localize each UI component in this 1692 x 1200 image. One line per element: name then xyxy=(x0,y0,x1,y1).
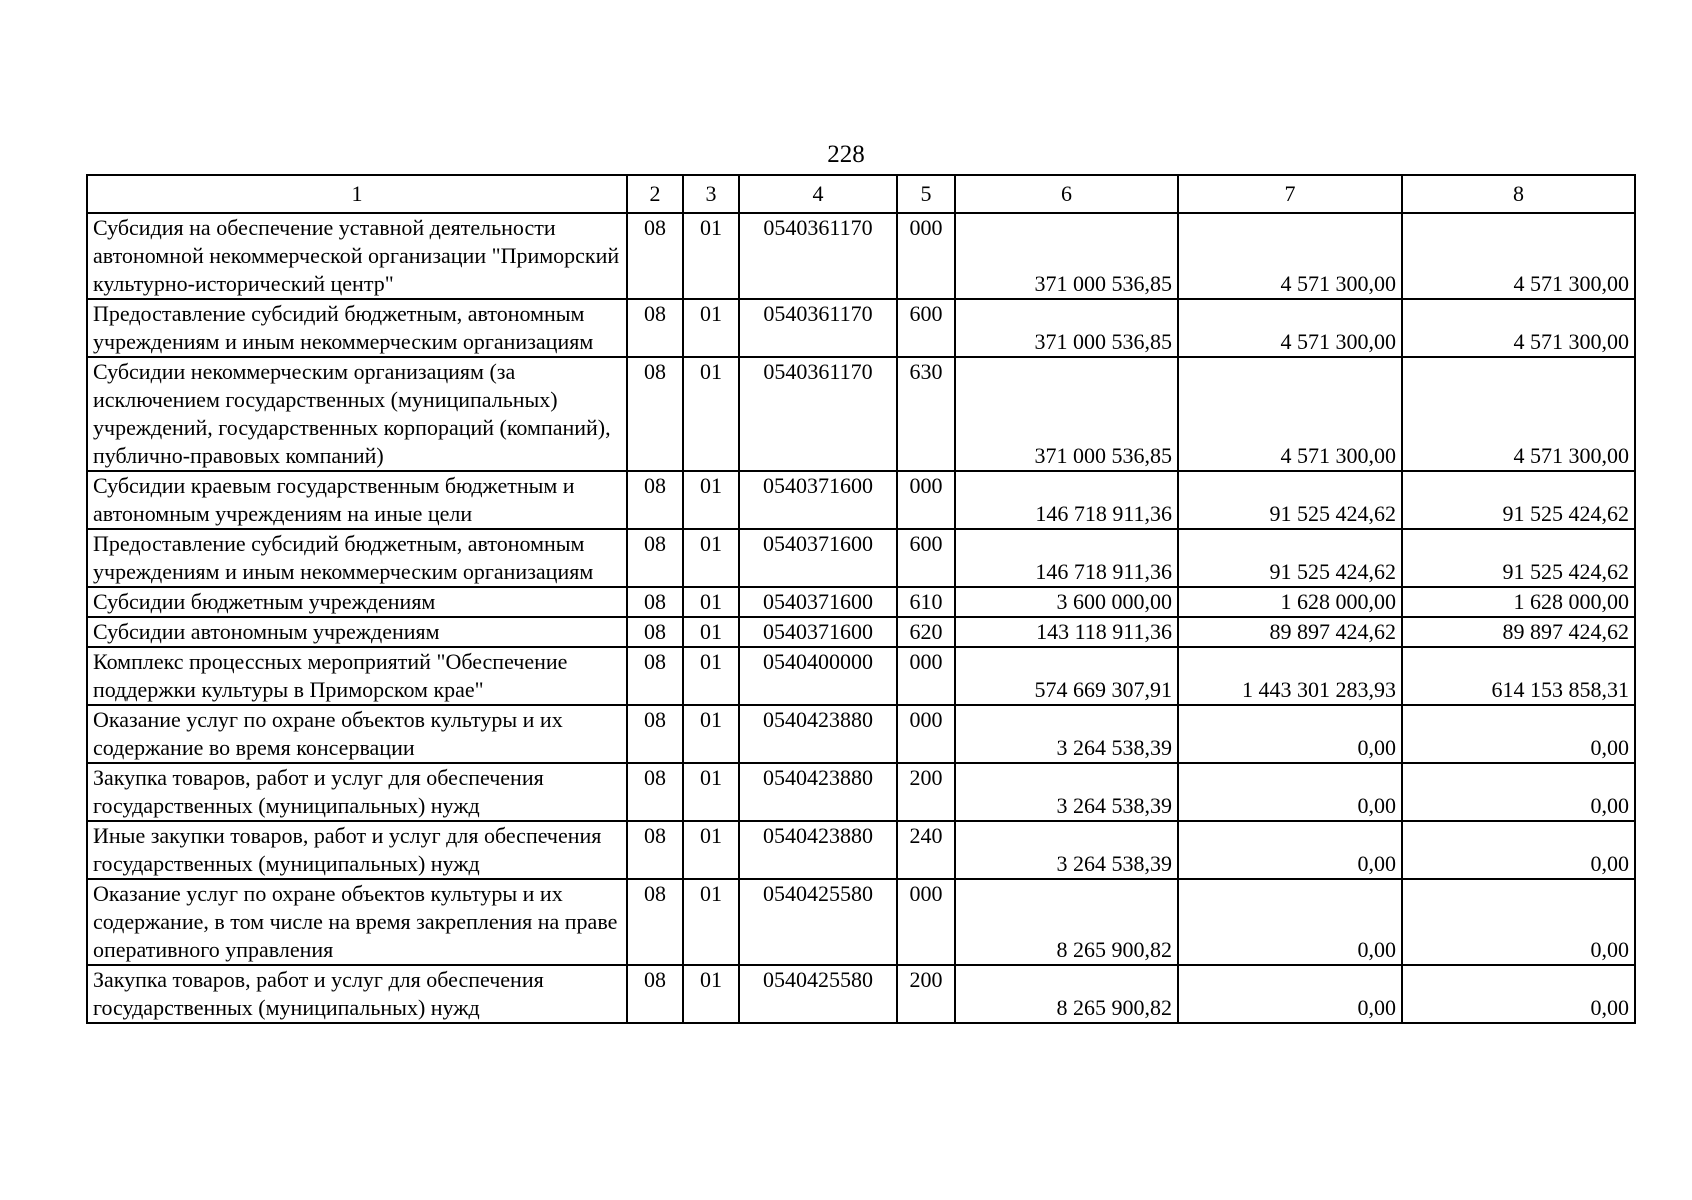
budget-table xyxy=(86,174,1636,1024)
section-code-cell: 08 xyxy=(627,965,683,1023)
amount-cell-col6: 574 669 307,91 xyxy=(955,647,1178,705)
amount-cell-col6: 3 264 538,39 xyxy=(955,705,1178,763)
expense-type-code-cell: 000 xyxy=(897,471,955,529)
table-row xyxy=(87,705,1635,763)
amount-cell-col7: 4 571 300,00 xyxy=(1178,357,1402,471)
subsection-code-cell: 01 xyxy=(683,471,739,529)
section-code-cell: 08 xyxy=(627,587,683,617)
expense-type-code-cell: 630 xyxy=(897,357,955,471)
target-item-code-cell: 0540371600 xyxy=(739,587,897,617)
target-item-code-cell: 0540425580 xyxy=(739,879,897,965)
column-header: 5 xyxy=(897,175,955,213)
subsection-code-cell: 01 xyxy=(683,965,739,1023)
row-name-cell: Предоставление субсидий бюджетным, автономным учреждениям и иным некоммерческим организациям xyxy=(87,299,627,357)
section-code-cell: 08 xyxy=(627,617,683,647)
amount-cell-col8: 0,00 xyxy=(1402,965,1635,1023)
subsection-code-cell: 01 xyxy=(683,617,739,647)
column-header: 3 xyxy=(683,175,739,213)
column-header: 7 xyxy=(1178,175,1402,213)
amount-cell-col8: 4 571 300,00 xyxy=(1402,357,1635,471)
table-row xyxy=(87,879,1635,965)
row-name-cell: Иные закупки товаров, работ и услуг для обеспечения государственных (муниципальных) нужд xyxy=(87,821,627,879)
column-header: 2 xyxy=(627,175,683,213)
amount-cell-col7: 91 525 424,62 xyxy=(1178,471,1402,529)
amount-cell-col6: 3 600 000,00 xyxy=(955,587,1178,617)
row-name-cell: Субсидии автономным учреждениям xyxy=(87,617,627,647)
row-name-cell: Субсидии некоммерческим организациям (за исключением государственных (муниципальных) учреждений, государственных корпораций (компаний), публично-правовых компаний) xyxy=(87,357,627,471)
amount-cell-col6: 8 265 900,82 xyxy=(955,879,1178,965)
amount-cell-col7: 89 897 424,62 xyxy=(1178,617,1402,647)
expense-type-code-cell: 200 xyxy=(897,763,955,821)
amount-cell-col7: 1 443 301 283,93 xyxy=(1178,647,1402,705)
amount-cell-col6: 371 000 536,85 xyxy=(955,299,1178,357)
table-row xyxy=(87,357,1635,471)
amount-cell-col8: 0,00 xyxy=(1402,705,1635,763)
table-row xyxy=(87,587,1635,617)
table-row xyxy=(87,965,1635,1023)
amount-cell-col7: 0,00 xyxy=(1178,821,1402,879)
expense-type-code-cell: 600 xyxy=(897,529,955,587)
subsection-code-cell: 01 xyxy=(683,213,739,299)
section-code-cell: 08 xyxy=(627,705,683,763)
table-row xyxy=(87,763,1635,821)
table-row xyxy=(87,821,1635,879)
target-item-code-cell: 0540361170 xyxy=(739,357,897,471)
amount-cell-col6: 371 000 536,85 xyxy=(955,213,1178,299)
subsection-code-cell: 01 xyxy=(683,879,739,965)
column-header: 6 xyxy=(955,175,1178,213)
column-header: 4 xyxy=(739,175,897,213)
row-name-cell: Закупка товаров, работ и услуг для обеспечения государственных (муниципальных) нужд xyxy=(87,965,627,1023)
section-code-cell: 08 xyxy=(627,647,683,705)
target-item-code-cell: 0540425580 xyxy=(739,965,897,1023)
budget-table-body xyxy=(87,175,1635,1023)
subsection-code-cell: 01 xyxy=(683,705,739,763)
table-row xyxy=(87,617,1635,647)
page-number: 228 xyxy=(827,141,865,168)
subsection-code-cell: 01 xyxy=(683,647,739,705)
amount-cell-col7: 1 628 000,00 xyxy=(1178,587,1402,617)
amount-cell-col7: 0,00 xyxy=(1178,879,1402,965)
section-code-cell: 08 xyxy=(627,763,683,821)
column-header: 8 xyxy=(1402,175,1635,213)
amount-cell-col8: 0,00 xyxy=(1402,879,1635,965)
section-code-cell: 08 xyxy=(627,821,683,879)
section-code-cell: 08 xyxy=(627,357,683,471)
amount-cell-col8: 4 571 300,00 xyxy=(1402,213,1635,299)
section-code-cell: 08 xyxy=(627,529,683,587)
amount-cell-col7: 0,00 xyxy=(1178,965,1402,1023)
subsection-code-cell: 01 xyxy=(683,821,739,879)
target-item-code-cell: 0540423880 xyxy=(739,705,897,763)
amount-cell-col7: 0,00 xyxy=(1178,763,1402,821)
row-name-cell: Оказание услуг по охране объектов культуры и их содержание, в том числе на время закрепления на праве оперативного управления xyxy=(87,879,627,965)
target-item-code-cell: 0540400000 xyxy=(739,647,897,705)
table-row xyxy=(87,213,1635,299)
target-item-code-cell: 0540423880 xyxy=(739,821,897,879)
table-row xyxy=(87,299,1635,357)
amount-cell-col6: 3 264 538,39 xyxy=(955,763,1178,821)
expense-type-code-cell: 000 xyxy=(897,213,955,299)
target-item-code-cell: 0540423880 xyxy=(739,763,897,821)
table-row xyxy=(87,529,1635,587)
expense-type-code-cell: 240 xyxy=(897,821,955,879)
target-item-code-cell: 0540361170 xyxy=(739,213,897,299)
amount-cell-col8: 91 525 424,62 xyxy=(1402,529,1635,587)
expense-type-code-cell: 200 xyxy=(897,965,955,1023)
amount-cell-col7: 4 571 300,00 xyxy=(1178,299,1402,357)
amount-cell-col7: 0,00 xyxy=(1178,705,1402,763)
amount-cell-col7: 4 571 300,00 xyxy=(1178,213,1402,299)
amount-cell-col8: 0,00 xyxy=(1402,821,1635,879)
row-name-cell: Субсидии краевым государственным бюджетным и автономным учреждениям на иные цели xyxy=(87,471,627,529)
amount-cell-col6: 146 718 911,36 xyxy=(955,471,1178,529)
amount-cell-col6: 371 000 536,85 xyxy=(955,357,1178,471)
target-item-code-cell: 0540371600 xyxy=(739,617,897,647)
row-name-cell: Субсидия на обеспечение уставной деятельности автономной некоммерческой организации "Приморский культурно-исторический центр" xyxy=(87,213,627,299)
amount-cell-col6: 146 718 911,36 xyxy=(955,529,1178,587)
expense-type-code-cell: 000 xyxy=(897,647,955,705)
amount-cell-col8: 91 525 424,62 xyxy=(1402,471,1635,529)
expense-type-code-cell: 000 xyxy=(897,879,955,965)
expense-type-code-cell: 600 xyxy=(897,299,955,357)
amount-cell-col8: 4 571 300,00 xyxy=(1402,299,1635,357)
row-name-cell: Предоставление субсидий бюджетным, автономным учреждениям и иным некоммерческим организациям xyxy=(87,529,627,587)
row-name-cell: Оказание услуг по охране объектов культуры и их содержание во время консервации xyxy=(87,705,627,763)
row-name-cell: Закупка товаров, работ и услуг для обеспечения государственных (муниципальных) нужд xyxy=(87,763,627,821)
expense-type-code-cell: 610 xyxy=(897,587,955,617)
target-item-code-cell: 0540371600 xyxy=(739,529,897,587)
expense-type-code-cell: 000 xyxy=(897,705,955,763)
amount-cell-col6: 3 264 538,39 xyxy=(955,821,1178,879)
target-item-code-cell: 0540371600 xyxy=(739,471,897,529)
section-code-cell: 08 xyxy=(627,471,683,529)
column-number-row xyxy=(87,175,1635,213)
table-row xyxy=(87,647,1635,705)
expense-type-code-cell: 620 xyxy=(897,617,955,647)
amount-cell-col6: 8 265 900,82 xyxy=(955,965,1178,1023)
subsection-code-cell: 01 xyxy=(683,357,739,471)
row-name-cell: Комплекс процессных мероприятий "Обеспечение поддержки культуры в Приморском крае" xyxy=(87,647,627,705)
subsection-code-cell: 01 xyxy=(683,299,739,357)
subsection-code-cell: 01 xyxy=(683,529,739,587)
subsection-code-cell: 01 xyxy=(683,587,739,617)
target-item-code-cell: 0540361170 xyxy=(739,299,897,357)
subsection-code-cell: 01 xyxy=(683,763,739,821)
section-code-cell: 08 xyxy=(627,299,683,357)
amount-cell-col8: 89 897 424,62 xyxy=(1402,617,1635,647)
row-name-cell: Субсидии бюджетным учреждениям xyxy=(87,587,627,617)
table-row xyxy=(87,471,1635,529)
section-code-cell: 08 xyxy=(627,213,683,299)
section-code-cell: 08 xyxy=(627,879,683,965)
amount-cell-col7: 91 525 424,62 xyxy=(1178,529,1402,587)
amount-cell-col8: 0,00 xyxy=(1402,763,1635,821)
amount-cell-col8: 614 153 858,31 xyxy=(1402,647,1635,705)
column-header: 1 xyxy=(87,175,627,213)
amount-cell-col8: 1 628 000,00 xyxy=(1402,587,1635,617)
amount-cell-col6: 143 118 911,36 xyxy=(955,617,1178,647)
